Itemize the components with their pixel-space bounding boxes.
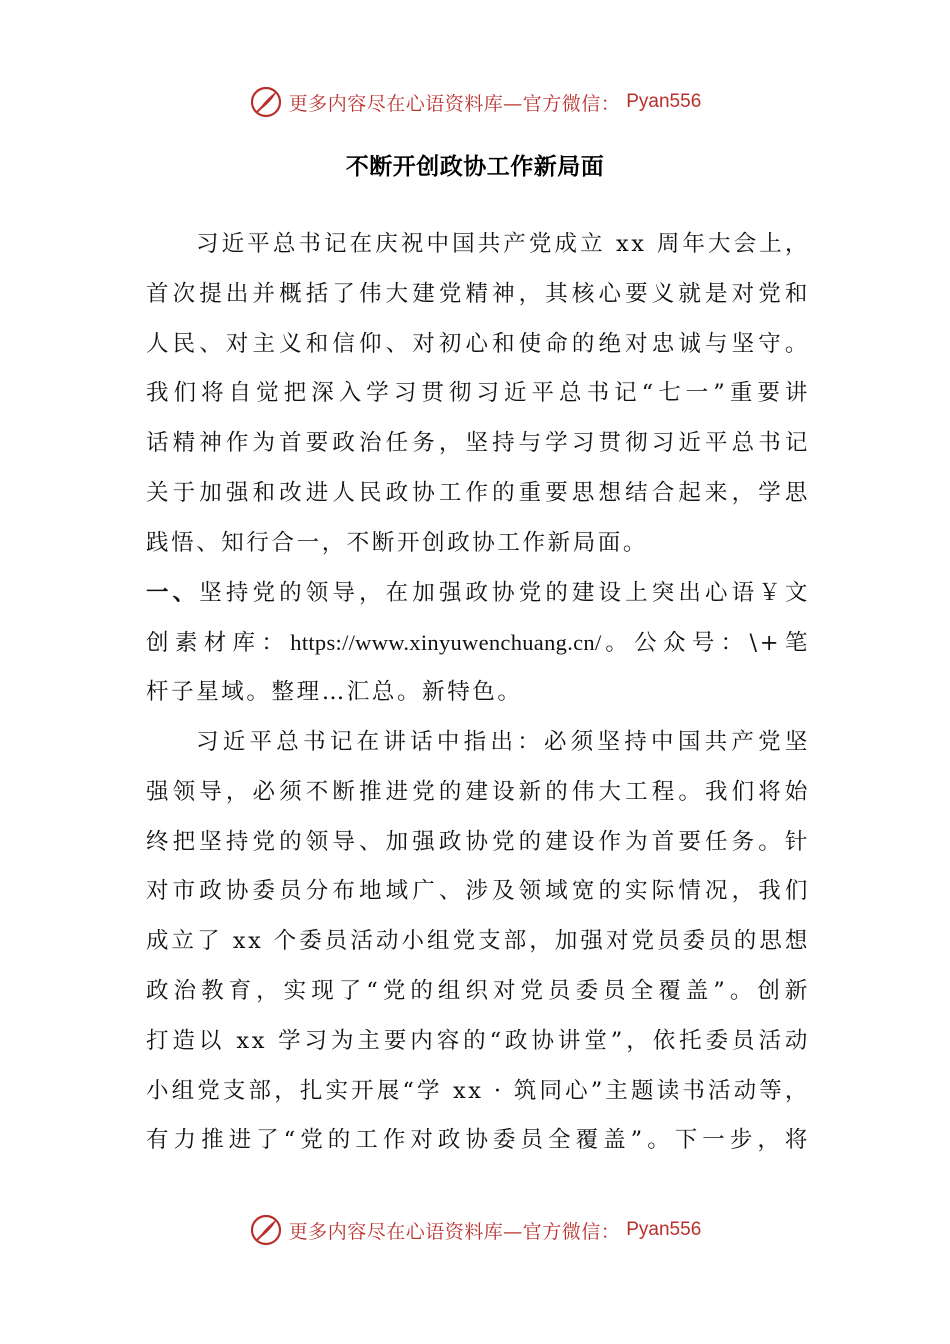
watermark-url: https://www.xinyuwenchuang.cn/	[290, 630, 602, 656]
paragraph-line: 打造以 xx 学习为主要内容的“政协讲堂”，依托委员活动	[146, 1027, 810, 1054]
paragraph-line: 强领导，必须不断推进党的建设新的伟大工程。我们将始	[146, 778, 810, 805]
section-heading-text: 坚持党的领导，在加强政协党的建设上突出心语￥文	[199, 579, 810, 606]
paragraph-line: 习近平总书记在庆祝中国共产党成立 xx 周年大会上，	[196, 231, 810, 257]
paragraph-line: 习近平总书记在讲话中指出：必须坚持中国共产党坚	[196, 728, 810, 755]
feather-quill-logo-icon	[249, 1213, 283, 1247]
header-watermark-banner	[0, 80, 950, 124]
paragraph-line: 我们将自觉把深入学习贯彻习近平总书记“七一”重要讲	[146, 380, 810, 407]
paragraph-line: 政治教育，实现了“党的组织对党员委员全覆盖”。创新	[146, 977, 810, 1004]
section-heading-line	[146, 618, 810, 668]
paragraph-line: 对市政协委员分布地域广、涉及领域宽的实际情况，我们	[146, 878, 810, 905]
section-heading-text: 创素材库：	[146, 630, 291, 657]
section-heading-line: 杆子星域。整理…汇总。新特色。	[146, 679, 523, 706]
paragraph-line: 首次提出并概括了伟大建党精神，其核心要义就是对党和	[146, 280, 810, 307]
section-heading-text: 。公众号：\+笔	[601, 630, 810, 657]
banner-text: 更多内容尽在心语资料库—官方微信：	[288, 92, 621, 115]
banner-wechat-id: Pyan556	[626, 91, 702, 112]
paragraph-line: 人民、对主义和信仰、对初心和使命的绝对忠诚与坚守。	[146, 330, 810, 357]
section-number: 一、	[146, 579, 200, 606]
document-body	[146, 220, 810, 1166]
banner-text: 更多内容尽在心语资料库—官方微信：	[288, 1220, 621, 1243]
paragraph-line: 有力推进了“党的工作对政协委员全覆盖”。下一步，将	[146, 1127, 810, 1154]
paragraph-line: 话精神作为首要政治任务，坚持与学习贯彻习近平总书记	[146, 430, 810, 457]
footer-watermark-banner	[0, 1208, 950, 1252]
paragraph-line: 践悟、知行合一，不断开创政协工作新局面。	[146, 529, 649, 556]
paragraph-line: 成立了 xx 个委员活动小组党支部，加强对党员委员的思想	[146, 928, 810, 955]
section-heading-line	[146, 569, 810, 619]
paragraph-line: 关于加强和改进人民政协工作的重要思想结合起来，学思	[146, 479, 810, 506]
paragraph-line: 终把坚持党的领导、加强政协党的建设作为首要任务。针	[146, 828, 810, 855]
feather-quill-logo-icon	[249, 85, 283, 119]
banner-wechat-id: Pyan556	[626, 1219, 702, 1240]
paragraph-line: 小组党支部，扎实开展“学 xx · 筑同心”主题读书活动等，	[146, 1077, 810, 1104]
document-title: 不断开创政协工作新局面	[345, 154, 605, 180]
